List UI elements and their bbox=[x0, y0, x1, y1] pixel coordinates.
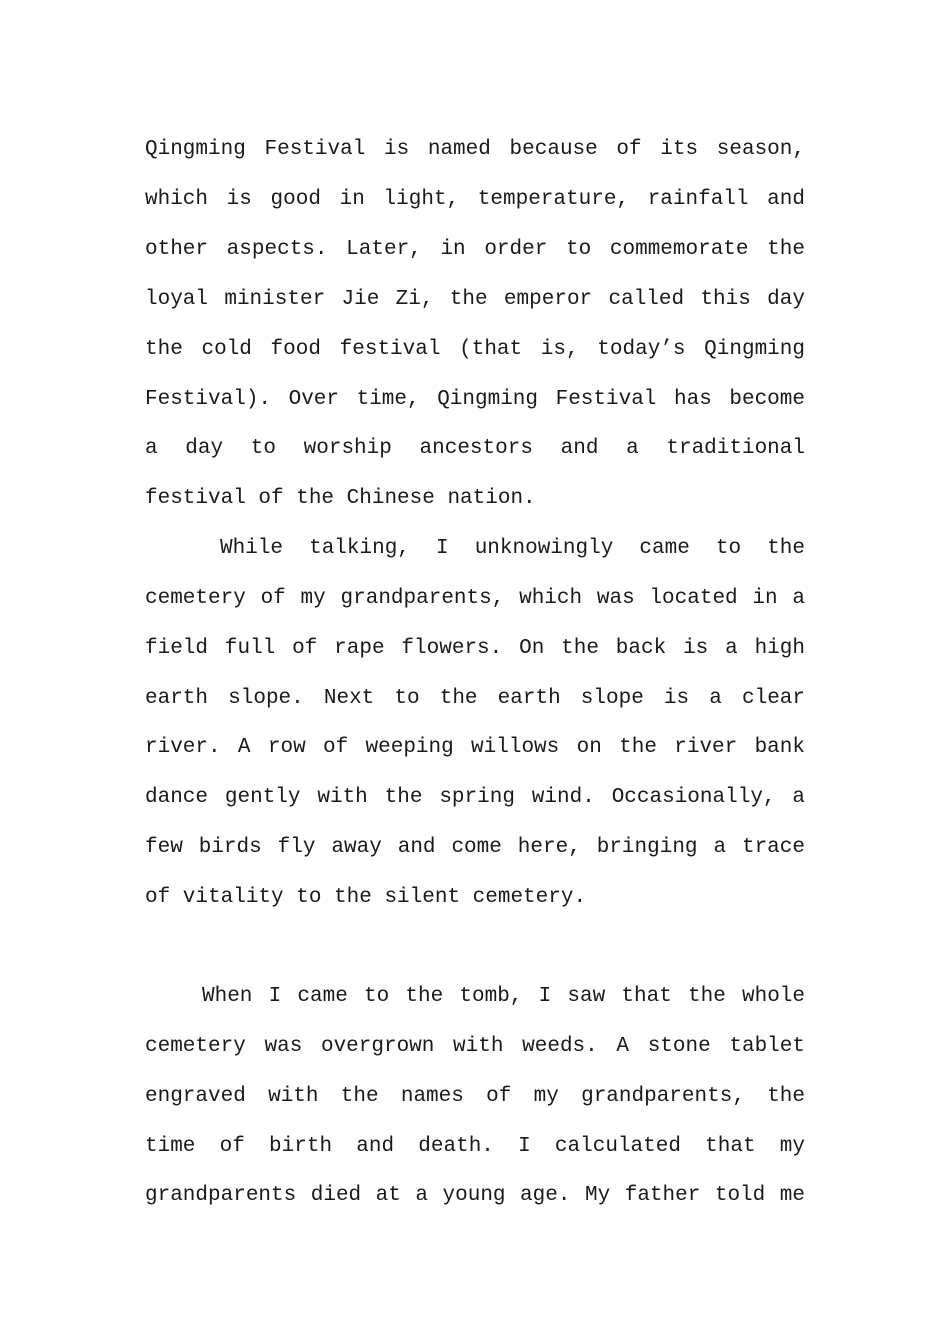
paragraph-2-line-6: dance gently with the spring wind. Occasionally, a bbox=[145, 786, 805, 809]
paragraph-2-line-5: river. A row of weeping willows on the river bank bbox=[145, 736, 805, 759]
paragraph-3-line-1: When I came to the tomb, I saw that the whole bbox=[202, 985, 805, 1008]
paragraph-3-line-5: grandparents died at a young age. My father told me bbox=[145, 1184, 805, 1207]
paragraph-1-line-1: Qingming Festival is named because of its season, bbox=[145, 138, 805, 161]
paragraph-2-line-1: While talking, I unknowingly came to the bbox=[220, 537, 805, 560]
paragraph-3-line-3: engraved with the names of my grandparents, the bbox=[145, 1085, 805, 1108]
paragraph-3-line-4: time of birth and death. I calculated that my bbox=[145, 1135, 805, 1158]
paragraph-1-line-6: Festival). Over time, Qingming Festival has become bbox=[145, 388, 805, 411]
paragraph-3-line-2: cemetery was overgrown with weeds. A stone tablet bbox=[145, 1035, 805, 1058]
paragraph-1-line-5: the cold food festival (that is, today’s Qingming bbox=[145, 338, 805, 361]
paragraph-2-line-3: field full of rape flowers. On the back is a high bbox=[145, 637, 805, 660]
paragraph-1-line-8: festival of the Chinese nation. bbox=[145, 487, 536, 510]
paragraph-1-line-7: a day to worship ancestors and a traditional bbox=[145, 437, 805, 460]
paragraph-1-line-3: other aspects. Later, in order to commemorate the bbox=[145, 238, 805, 261]
paragraph-2-line-2: cemetery of my grandparents, which was located in a bbox=[145, 587, 805, 610]
paragraph-2-line-7: few birds fly away and come here, bringing a trace bbox=[145, 836, 805, 859]
paragraph-1-line-2: which is good in light, temperature, rainfall and bbox=[145, 188, 805, 211]
paragraph-1-line-4: loyal minister Jie Zi, the emperor called this day bbox=[145, 288, 805, 311]
paragraph-2-line-8: of vitality to the silent cemetery. bbox=[145, 886, 587, 909]
paragraph-2-line-4: earth slope. Next to the earth slope is a clear bbox=[145, 687, 805, 710]
